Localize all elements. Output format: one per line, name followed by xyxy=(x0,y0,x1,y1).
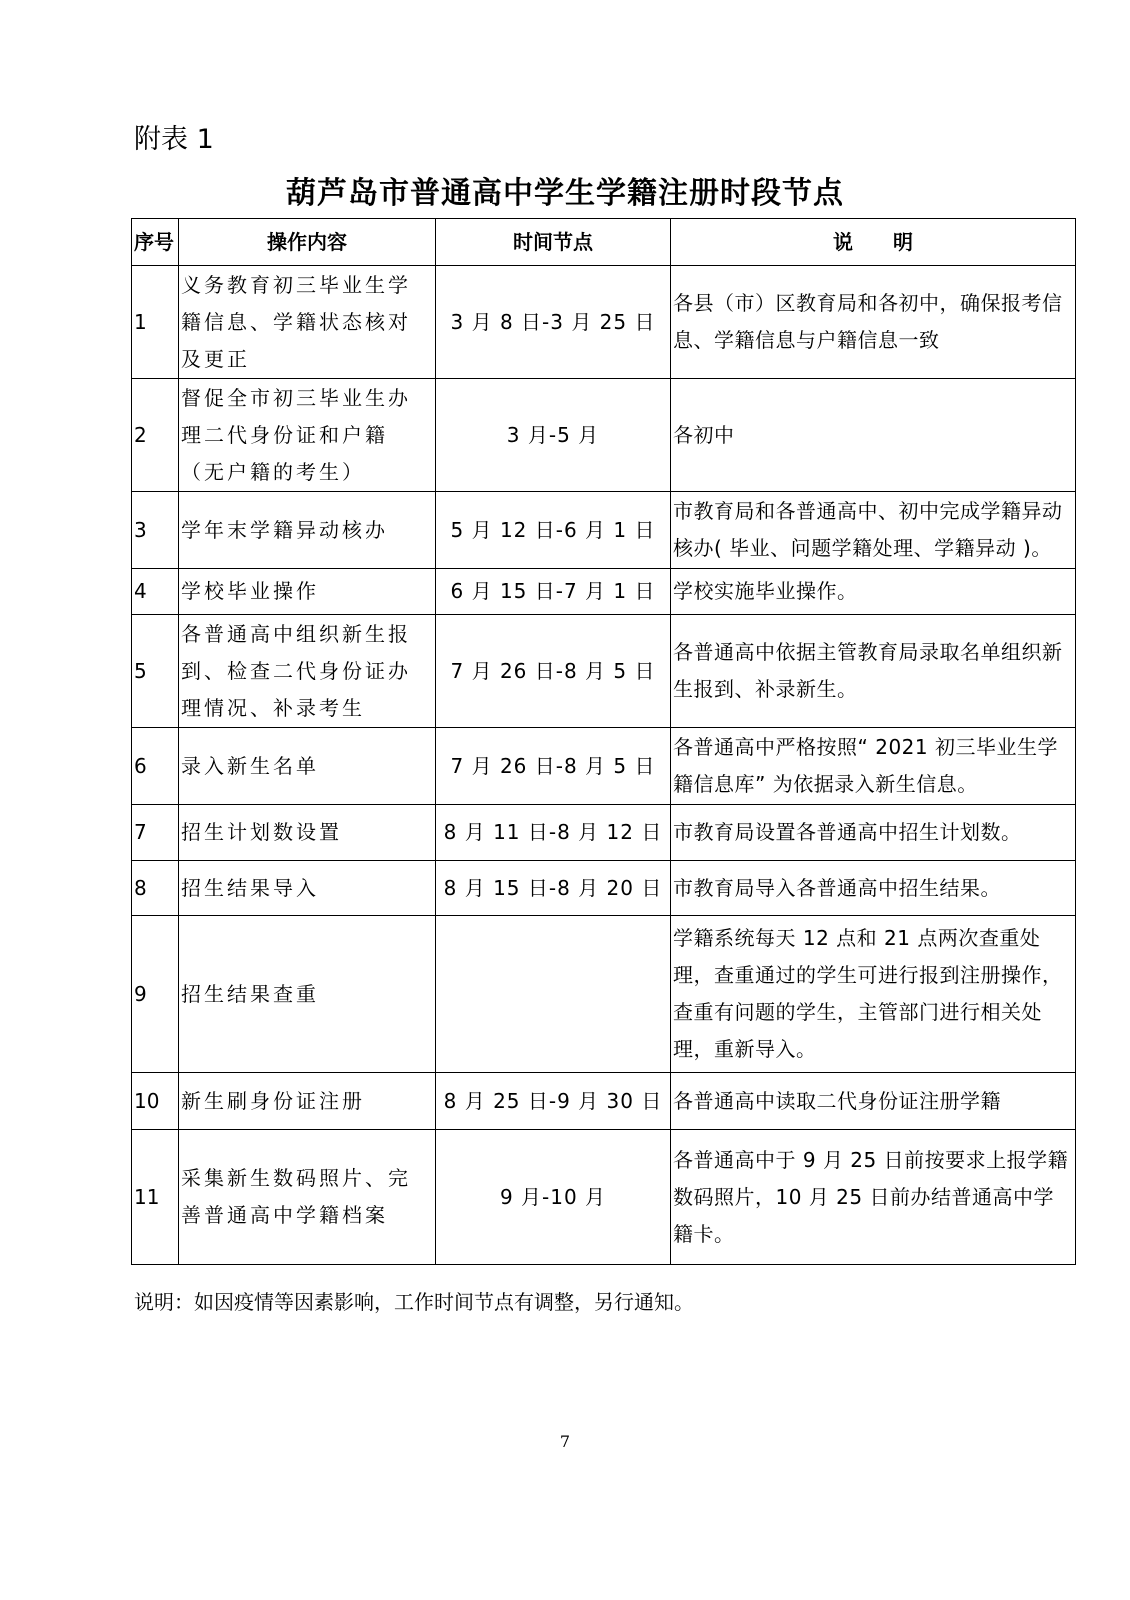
row-description: 市教育局导入各普通高中招生结果。 xyxy=(671,861,1076,916)
row-time: 9 月-10 月 xyxy=(436,1130,671,1265)
row-number: 1 xyxy=(132,266,179,379)
row-operation: 学校毕业操作 xyxy=(179,569,436,615)
table-row xyxy=(132,861,1076,916)
table-row xyxy=(132,916,1076,1073)
row-number: 8 xyxy=(132,861,179,916)
row-time: 3 月 8 日-3 月 25 日 xyxy=(436,266,671,379)
header-operation: 操作内容 xyxy=(179,219,436,266)
header-time: 时间节点 xyxy=(436,219,671,266)
row-operation: 招生结果导入 xyxy=(179,861,436,916)
row-number: 2 xyxy=(132,379,179,492)
row-number: 7 xyxy=(132,805,179,861)
row-description: 各普通高中读取二代身份证注册学籍 xyxy=(671,1073,1076,1130)
row-operation: 采集新生数码照片、完善普通高中学籍档案 xyxy=(179,1130,436,1265)
table-row xyxy=(132,805,1076,861)
row-time xyxy=(436,916,671,1073)
row-number: 11 xyxy=(132,1130,179,1265)
row-operation: 督促全市初三毕业生办理二代身份证和户籍（无户籍的考生） xyxy=(179,379,436,492)
row-description: 各普通高中于 9 月 25 日前按要求上报学籍数码照片，10 月 25 日前办结普通高中学籍卡。 xyxy=(671,1130,1076,1265)
table-row xyxy=(132,379,1076,492)
row-description: 各普通高中依据主管教育局录取名单组织新生报到、补录新生。 xyxy=(671,615,1076,728)
row-description: 学校实施毕业操作。 xyxy=(671,569,1076,615)
row-time: 6 月 15 日-7 月 1 日 xyxy=(436,569,671,615)
row-time: 7 月 26 日-8 月 5 日 xyxy=(436,728,671,805)
row-time: 3 月-5 月 xyxy=(436,379,671,492)
appendix-label: 附表 1 xyxy=(134,124,214,155)
table-row xyxy=(132,492,1076,569)
table-row xyxy=(132,728,1076,805)
document-title: 葫芦岛市普通高中学生学籍注册时段节点 xyxy=(286,176,844,211)
row-time: 8 月 15 日-8 月 20 日 xyxy=(436,861,671,916)
row-operation: 招生结果查重 xyxy=(179,916,436,1073)
page-number: 7 xyxy=(559,1432,571,1451)
row-operation: 各普通高中组织新生报到、检查二代身份证办理情况、补录考生 xyxy=(179,615,436,728)
header-number: 序号 xyxy=(132,219,179,266)
row-description: 学籍系统每天 12 点和 21 点两次查重处理，查重通过的学生可进行报到注册操作，查重有问题的学生，主管部门进行相关处理，重新导入。 xyxy=(671,916,1076,1073)
row-description: 各初中 xyxy=(671,379,1076,492)
row-operation: 招生计划数设置 xyxy=(179,805,436,861)
row-number: 4 xyxy=(132,569,179,615)
registration-schedule-table xyxy=(131,218,1076,1265)
table-row xyxy=(132,569,1076,615)
row-number: 10 xyxy=(132,1073,179,1130)
row-number: 9 xyxy=(132,916,179,1073)
row-description: 市教育局和各普通高中、初中完成学籍异动核办( 毕业、问题学籍处理、学籍异动 )。 xyxy=(671,492,1076,569)
table-header-row xyxy=(132,219,1076,266)
row-time: 7 月 26 日-8 月 5 日 xyxy=(436,615,671,728)
footnote: 说明：如因疫情等因素影响，工作时间节点有调整，另行通知。 xyxy=(134,1290,694,1314)
table-row xyxy=(132,266,1076,379)
row-operation: 义务教育初三毕业生学籍信息、学籍状态核对及更正 xyxy=(179,266,436,379)
row-description: 各县（市）区教育局和各初中，确保报考信息、学籍信息与户籍信息一致 xyxy=(671,266,1076,379)
header-description: 说 明 xyxy=(671,219,1076,266)
row-time: 5 月 12 日-6 月 1 日 xyxy=(436,492,671,569)
row-time: 8 月 11 日-8 月 12 日 xyxy=(436,805,671,861)
row-operation: 录入新生名单 xyxy=(179,728,436,805)
row-time: 8 月 25 日-9 月 30 日 xyxy=(436,1073,671,1130)
row-number: 6 xyxy=(132,728,179,805)
table-row xyxy=(132,1130,1076,1265)
row-description: 市教育局设置各普通高中招生计划数。 xyxy=(671,805,1076,861)
row-operation: 学年末学籍异动核办 xyxy=(179,492,436,569)
row-number: 3 xyxy=(132,492,179,569)
row-operation: 新生刷身份证注册 xyxy=(179,1073,436,1130)
row-number: 5 xyxy=(132,615,179,728)
table-row xyxy=(132,1073,1076,1130)
table-row xyxy=(132,615,1076,728)
row-description: 各普通高中严格按照“ 2021 初三毕业生学籍信息库” 为依据录入新生信息。 xyxy=(671,728,1076,805)
